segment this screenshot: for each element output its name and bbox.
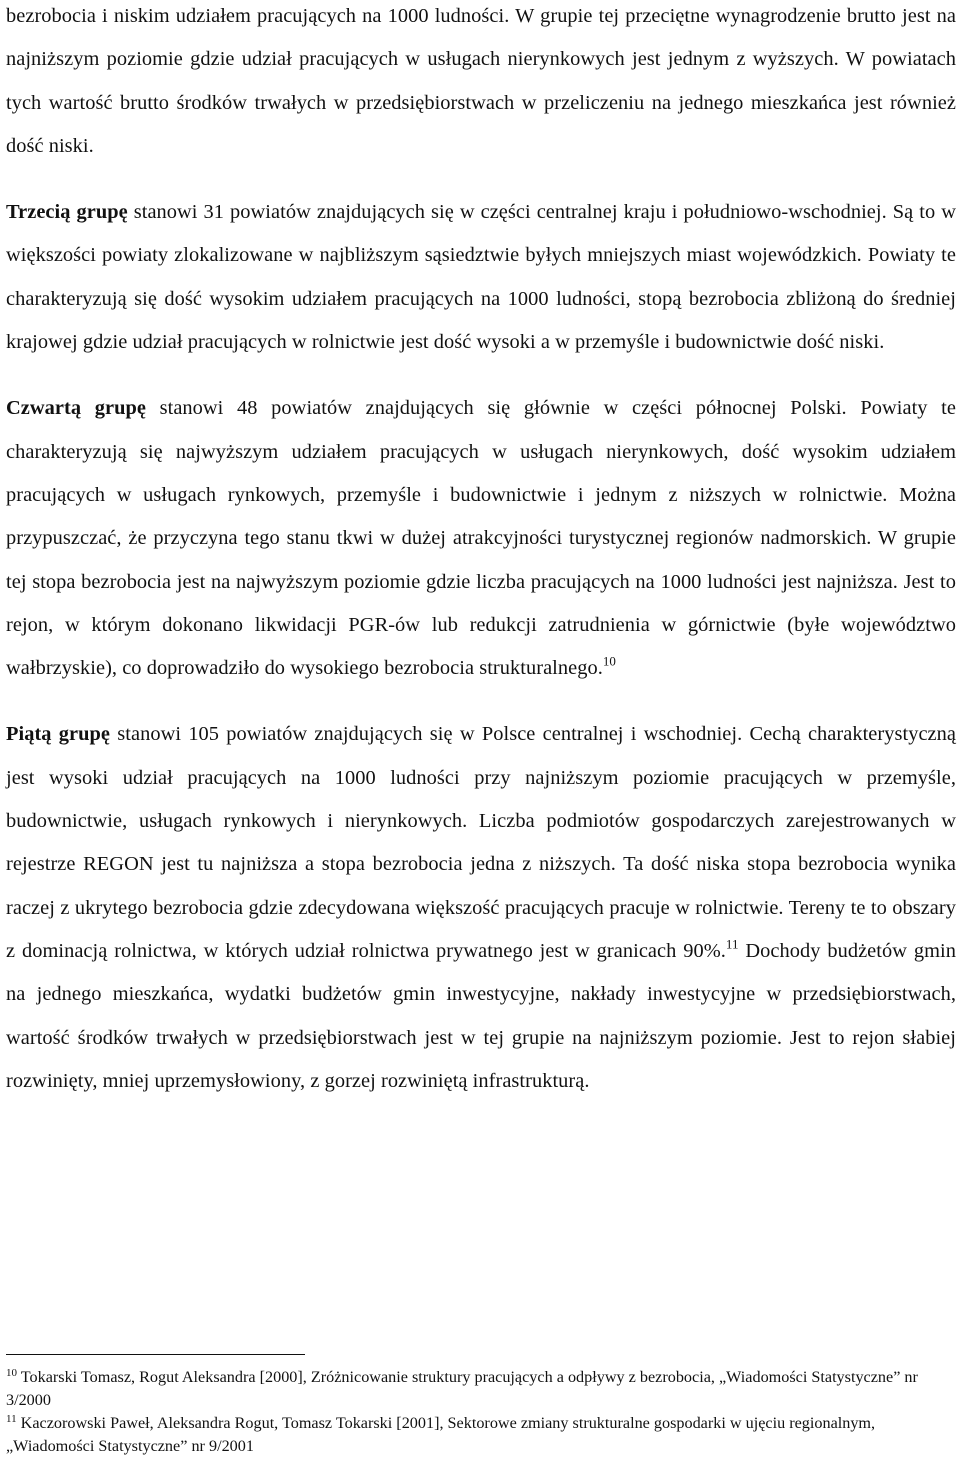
paragraph-text: bezrobocia i niskim udziałem pracujących na 1000 ludności. W grupie tej przeciętne wynagrodzenie brutto jest na najniższym poziomie gdzie udział pracujących w usługach nierynkowych jest jednym z wyższych. W powiatach tych wartość brutto środków trwałych w przedsiębiorstwach w przeliczeniu na jednego mieszkańca jest również dość niski. <box>6 5 956 157</box>
footnote-separator <box>6 1354 305 1355</box>
footnotes <box>6 1366 951 1458</box>
paragraph-group-five <box>6 713 956 1103</box>
footnote-number: 10 <box>6 1366 17 1379</box>
paragraph-text: stanowi 31 powiatów znajdujących się w części centralnej kraju i południowo-wschodniej. Są to w większości powiaty zlokalizowane w najbliższym sąsiedztwie byłych mniejszych miast wojewódzkich. Powiaty te charakteryzują się dość wysokim udziałem pracujących na 1000 ludności, stopą bezrobocia zbliżoną do średniej krajowej gdzie udział pracujących w rolnictwie jest dość wysoki a w przemyśle i budownictwie dość niski. <box>6 201 956 354</box>
paragraph-lead: Piątą grupę <box>6 723 111 746</box>
paragraph-text: stanowi 48 powiatów znajdujących się głównie w części północnej Polski. Powiaty te charakteryzują się najwyższym udziałem pracujących w usługach nierynkowych, dość wysokim udziałem pracujących w usługach rynkowych, przemyśle i budownictwie i jednym z niższych w rolnictwie. Można przypuszczać, że przyczyna tego stanu tkwi w dużej atrakcyjności turystycznej regionów nadmorskich. W grupie tej stopa bezrobocia jest na najwyższym poziomie gdzie liczba pracujących na 1000 ludności jest najniższa. Jest to rejon, w którym dokonano likwidacji PGR-ów lub redukcji zatrudnienia w górnictwie (byłe województwo wałbrzyskie), co doprowadziło do wysokiego bezrobocia strukturalnego. <box>6 397 956 680</box>
paragraph-text: stanowi 105 powiatów znajdujących się w Polsce centralnej i wschodniej. Cechą charakterystyczną jest wysoki udział pracujących na 1000 ludności przy najniższym poziomie pracujących w przemyśle, budownictwie, usługach rynkowych i nierynkowych. Liczba podmiotów gospodarczych zarejestrowanych w rejestrze REGON jest tu najniższa a stopa bezrobocia jedna z niższych. Ta dość niska stopa bezrobocia wynika raczej z ukrytego bezrobocia gdzie zdecydowana większość pracujących pracuje w rolnictwie. Tereny te to obszary z dominacją rolnictwa, w których udział rolnictwa prywatnego jest w granicach 90%. <box>6 723 956 962</box>
footnote-item <box>6 1412 951 1458</box>
paragraph-group-two-end <box>6 0 956 168</box>
footnote-reference[interactable]: 11 <box>725 936 739 952</box>
footnote-item <box>6 1366 951 1412</box>
paragraph-lead: Czwartą grupę <box>6 397 146 420</box>
footnote-text: Kaczorowski Paweł, Aleksandra Rogut, Tomasz Tokarski [2001], Sektorowe zmiany strukturalne gospodarki w ujęciu regionalnym, „Wiadomości Statystyczne” nr 9/2001 <box>6 1414 876 1455</box>
footnote-text: Tokarski Tomasz, Rogut Aleksandra [2000], Zróżnicowanie struktury pracujących a odpływy z bezrobocia, „Wiadomości Statystyczne” nr 3/2000 <box>6 1368 918 1409</box>
paragraph-lead: Trzecią grupę <box>6 201 128 224</box>
paragraph-group-four <box>6 387 956 690</box>
footnote-reference[interactable]: 10 <box>602 653 616 669</box>
footnote-number: 11 <box>6 1412 17 1425</box>
paragraph-group-three <box>6 191 956 364</box>
paragraph-text-tail: Dochody budżetów gmin na jednego mieszkańca, wydatki budżetów gmin inwestycyjne, nakłady inwestycyjne w przedsiębiorstwach, wartość środków trwałych w przedsiębiorstwach jest w tej grupie na najniższym poziomie. Jest to rejon słabiej rozwinięty, mniej uprzemysłowiony, z gorzej rozwiniętą infrastrukturą. <box>6 939 956 1092</box>
document-body <box>6 0 956 1103</box>
